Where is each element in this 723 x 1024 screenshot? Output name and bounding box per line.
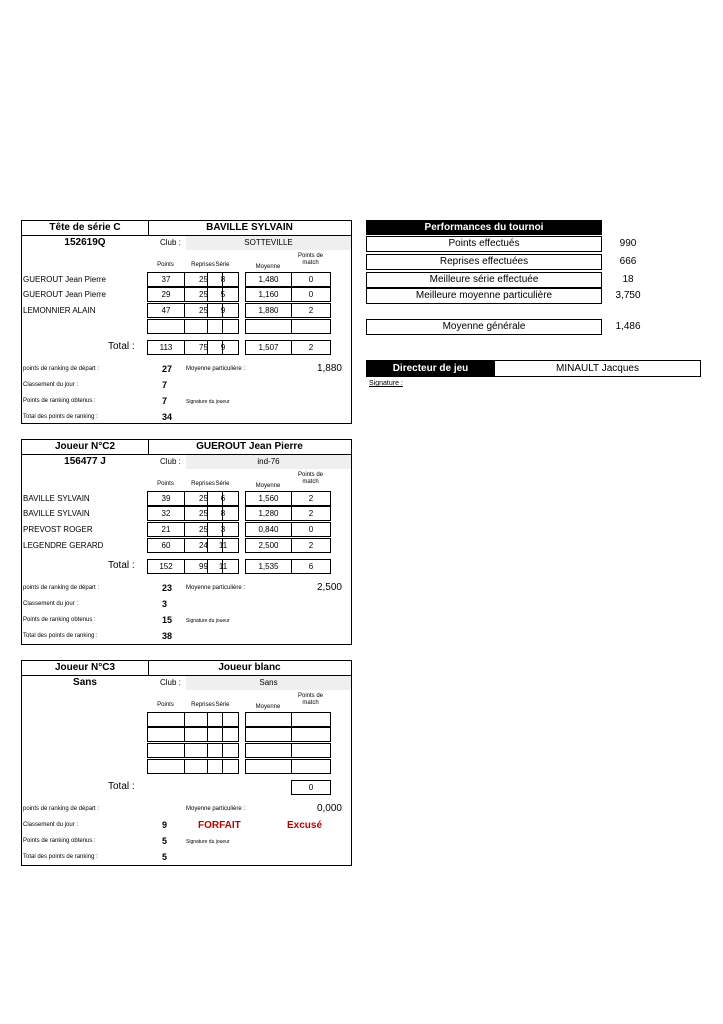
column-header-moyenne: Moyenne <box>255 264 281 270</box>
total-moyenne: 1,535 <box>245 559 292 574</box>
ranking-obtenus-value: 7 <box>162 396 168 406</box>
cell-reprises: 24 <box>184 538 223 553</box>
excuse-status: Excusé <box>287 820 323 831</box>
cell-serie: 6 <box>207 491 239 506</box>
cell-moyenne: 1,280 <box>245 506 292 521</box>
cell-moyenne <box>245 727 292 742</box>
card-header-player: GUEROUT Jean Pierre <box>148 440 351 455</box>
cell-moyenne <box>245 319 292 334</box>
total-points: 113 <box>147 340 185 355</box>
cell-points: 37 <box>147 272 185 287</box>
cell-moyenne: 2,500 <box>245 538 292 553</box>
column-header-moyenne: Moyenne <box>255 704 281 710</box>
directeur-name: MINAULT Jacques <box>494 361 700 376</box>
cell-serie: 11 <box>207 538 239 553</box>
licence-number: 152619Q <box>64 237 106 248</box>
total-row <box>147 559 353 574</box>
card-header-player: Joueur blanc <box>148 661 351 676</box>
match-row <box>147 712 353 727</box>
total-ranking-label: Total des points de ranking : <box>23 854 98 860</box>
cell-points <box>147 319 185 334</box>
column-header-serie: Série <box>215 702 230 708</box>
column-header-serie: Série <box>215 262 230 268</box>
cell-points: 60 <box>147 538 185 553</box>
column-header-points-match-line2: match <box>302 700 319 706</box>
column-header-points-match-line1: Points de <box>297 693 324 699</box>
match-row <box>147 319 353 334</box>
column-header-points-match <box>291 253 330 267</box>
perf-value-moyenne: 3,750 <box>615 290 641 301</box>
cell-points <box>147 759 185 774</box>
licence-number: Sans <box>73 677 97 688</box>
cell-moyenne: 0,840 <box>245 522 292 537</box>
match-row <box>147 743 353 758</box>
total-moyenne: 1,507 <box>245 340 292 355</box>
total-serie <box>207 780 239 795</box>
match-row <box>147 727 353 742</box>
cell-points <box>147 727 185 742</box>
column-header-moyenne: Moyenne <box>255 483 281 489</box>
cell-points: 47 <box>147 303 185 318</box>
cell-serie: 8 <box>207 506 239 521</box>
total-ranking-value: 5 <box>162 852 168 862</box>
classement-value: 7 <box>162 380 168 390</box>
match-row <box>147 303 353 318</box>
total-serie: 9 <box>207 340 239 355</box>
cell-moyenne: 1,560 <box>245 491 292 506</box>
cell-points <box>147 712 185 727</box>
ranking-obtenus-label: Points de ranking obtenus : <box>23 838 96 844</box>
classement-value: 9 <box>162 820 168 830</box>
cell-moyenne: 1,880 <box>245 303 292 318</box>
match-row <box>147 538 353 553</box>
cell-pm: 0 <box>291 522 331 537</box>
total-reprises: 99 <box>184 559 223 574</box>
ranking-depart-value: 27 <box>162 364 173 374</box>
moyenne-particuliere-label: Moyenne particulière : <box>186 585 246 591</box>
opponent-name: BAVILLE SYLVAIN <box>23 509 90 518</box>
cell-serie <box>207 759 239 774</box>
cell-points: 21 <box>147 522 185 537</box>
cell-reprises: 25 <box>184 522 223 537</box>
cell-serie <box>207 727 239 742</box>
opponent-name: BAVILLE SYLVAIN <box>23 494 90 503</box>
cell-serie <box>207 712 239 727</box>
total-points <box>147 780 185 795</box>
column-header-points-match <box>291 472 330 486</box>
cell-serie <box>207 743 239 758</box>
total-ranking-value: 38 <box>162 631 173 641</box>
column-header-reprises: Reprises <box>191 481 215 487</box>
cell-moyenne <box>245 743 292 758</box>
card-header-left: Tête de série C <box>22 221 149 236</box>
cell-serie: 5 <box>207 287 239 302</box>
cell-points: 32 <box>147 506 185 521</box>
cell-reprises: 25 <box>184 491 223 506</box>
card-header-left: Joueur N°C3 <box>22 661 149 676</box>
cell-pm <box>291 759 331 774</box>
total-label: Total : <box>108 341 135 352</box>
column-header-points: Points <box>157 481 174 487</box>
cell-reprises: 25 <box>184 287 223 302</box>
club-value: Sans <box>186 676 351 690</box>
cell-serie: 8 <box>207 272 239 287</box>
ranking-obtenus-label: Points de ranking obtenus : <box>23 398 96 404</box>
column-header-points-match-line1: Points de <box>297 472 324 478</box>
licence-number: 156477 J <box>64 456 106 467</box>
total-points: 152 <box>147 559 185 574</box>
total-label: Total : <box>108 781 135 792</box>
signature-joueur-label: Signature du joueur <box>186 399 230 405</box>
perf-value-reprises: 666 <box>619 256 637 267</box>
cell-pm: 2 <box>291 538 331 553</box>
cell-moyenne <box>245 759 292 774</box>
moyenne-particuliere-value: 0,000 <box>316 803 342 814</box>
column-header-points-match-line1: Points de <box>297 253 324 259</box>
cell-pm: 2 <box>291 303 331 318</box>
moyenne-particuliere-label: Moyenne particulière : <box>186 366 246 372</box>
cell-pm <box>291 319 331 334</box>
total-reprises: 75 <box>184 340 223 355</box>
ranking-depart-label: points de ranking de départ : <box>23 366 100 372</box>
cell-points: 39 <box>147 491 185 506</box>
cell-pm: 0 <box>291 287 331 302</box>
opponent-name: PREVOST ROGER <box>23 525 93 534</box>
signature-joueur-label: Signature du joueur <box>186 618 230 624</box>
match-row <box>147 506 353 521</box>
ranking-depart-label: points de ranking de départ : <box>23 585 100 591</box>
performances-title: Performances du tournoi <box>366 220 602 235</box>
classement-value: 3 <box>162 599 168 609</box>
cell-pm <box>291 743 331 758</box>
player-card <box>21 220 352 424</box>
total-serie: 11 <box>207 559 239 574</box>
cell-pm: 2 <box>291 491 331 506</box>
opponent-name: LEMONNIER ALAIN <box>23 306 96 315</box>
player-card <box>21 660 352 866</box>
column-header-points-match-line2: match <box>302 479 319 485</box>
total-moyenne <box>245 780 292 795</box>
club-label: Club : <box>160 457 181 466</box>
total-ranking-label: Total des points de ranking : <box>23 633 98 639</box>
match-row <box>147 491 353 506</box>
club-label: Club : <box>160 238 181 247</box>
cell-moyenne <box>245 712 292 727</box>
cell-pm <box>291 712 331 727</box>
total-ranking-value: 34 <box>162 412 173 422</box>
cell-moyenne: 1,160 <box>245 287 292 302</box>
ranking-obtenus-label: Points de ranking obtenus : <box>23 617 96 623</box>
column-header-points: Points <box>157 262 174 268</box>
opponent-name: GUEROUT Jean Pierre <box>23 275 106 284</box>
cell-reprises: 25 <box>184 303 223 318</box>
signature-joueur-label: Signature du joueur <box>186 839 230 845</box>
perf-value-moyenne-generale: 1,486 <box>615 321 641 332</box>
perf-label-serie: Meilleure série effectuée <box>366 272 602 288</box>
club-value: SOTTEVILLE <box>186 236 351 250</box>
moyenne-particuliere-value: 1,880 <box>316 363 342 374</box>
card-header-left: Joueur N°C2 <box>22 440 149 455</box>
cell-serie: 9 <box>207 303 239 318</box>
total-pm: 0 <box>291 780 331 795</box>
player-card <box>21 439 352 645</box>
cell-serie: 3 <box>207 522 239 537</box>
classement-label: Classement du jour : <box>23 601 79 607</box>
total-row <box>147 780 353 795</box>
cell-points <box>147 743 185 758</box>
match-row <box>147 759 353 774</box>
directeur-label: Directeur de jeu <box>367 361 494 376</box>
perf-label-moyenne: Meilleure moyenne particulière <box>366 288 602 304</box>
cell-pm: 0 <box>291 272 331 287</box>
column-header-points-match <box>291 693 330 707</box>
ranking-obtenus-value: 5 <box>162 836 168 846</box>
ranking-depart-label: points de ranking de départ : <box>23 806 100 812</box>
card-header-player: BAVILLE SYLVAIN <box>148 221 351 236</box>
club-label: Club : <box>160 678 181 687</box>
total-pm: 6 <box>291 559 331 574</box>
cell-moyenne: 1,480 <box>245 272 292 287</box>
moyenne-particuliere-label: Moyenne particulière : <box>186 806 246 812</box>
total-row <box>147 340 353 355</box>
perf-value-points: 990 <box>619 238 637 249</box>
perf-label-points: Points effectués <box>366 236 602 252</box>
forfait-status: FORFAIT <box>198 820 241 831</box>
cell-points: 29 <box>147 287 185 302</box>
total-pm: 2 <box>291 340 331 355</box>
column-header-reprises: Reprises <box>191 702 215 708</box>
ranking-depart-value: 23 <box>162 583 173 593</box>
match-row <box>147 272 353 287</box>
cell-pm: 2 <box>291 506 331 521</box>
cell-reprises: 25 <box>184 272 223 287</box>
cell-pm <box>291 727 331 742</box>
club-value: ind-76 <box>186 455 351 469</box>
match-row <box>147 287 353 302</box>
opponent-name: LEGENDRE GERARD <box>23 541 104 550</box>
column-header-reprises: Reprises <box>191 262 215 268</box>
column-header-points: Points <box>157 702 174 708</box>
opponent-name: GUEROUT Jean Pierre <box>23 290 106 299</box>
classement-label: Classement du jour : <box>23 822 79 828</box>
directeur-signature-label: Signature : <box>369 380 403 387</box>
classement-label: Classement du jour : <box>23 382 79 388</box>
ranking-obtenus-value: 15 <box>162 615 173 625</box>
column-header-points-match-line2: match <box>302 260 319 266</box>
cell-reprises: 25 <box>184 506 223 521</box>
perf-label-reprises: Reprises effectuées <box>366 254 602 270</box>
moyenne-particuliere-value: 2,500 <box>316 582 342 593</box>
match-row <box>147 522 353 537</box>
directeur-box <box>366 360 701 377</box>
total-label: Total : <box>108 560 135 571</box>
total-ranking-label: Total des points de ranking : <box>23 414 98 420</box>
perf-value-serie: 18 <box>622 274 634 285</box>
column-header-serie: Série <box>215 481 230 487</box>
cell-serie <box>207 319 239 334</box>
perf-label-moyenne-generale: Moyenne générale <box>366 319 602 335</box>
